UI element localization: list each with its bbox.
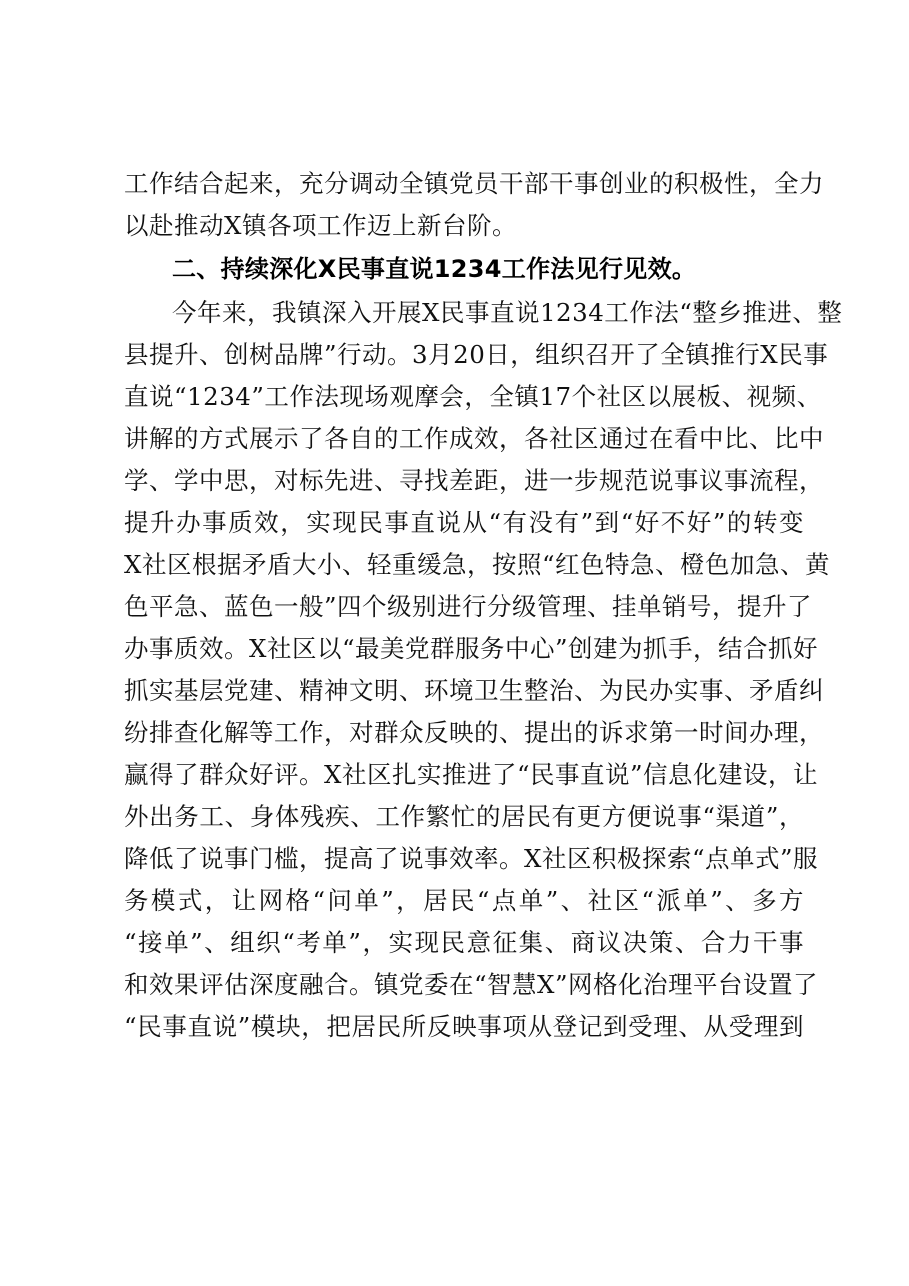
body-line: 和效果评估深度融合。镇党委在“智慧X”网格化治理平台设置了 — [124, 970, 818, 999]
body-line: 县提升、创树品牌”行动。3月20日，组织召开了全镇推行X民事 — [124, 340, 829, 369]
body-line: 务模式，让网格“问单”，居民“点单”、社区“派单”、多方 — [124, 886, 804, 915]
body-line: 今年来，我镇深入开展X民事直说1234工作法“整乡推进、整 — [172, 298, 843, 327]
body-line: 外出务工、身体残疾、工作繁忙的居民有更方便说事“渠道”， — [124, 802, 804, 831]
body-line: 抓实基层党建、精神文明、环境卫生整治、为民办实事、矛盾纠 — [124, 676, 824, 705]
body-line: “民事直说”模块，把居民所反映事项从登记到受理、从受理到 — [124, 1012, 804, 1041]
section-heading: 二、持续深化X民事直说1234工作法见行见效。 — [172, 255, 697, 283]
body-line: 色平急、蓝色一般”四个级别进行分级管理、挂单销号，提升了 — [124, 592, 813, 621]
body-line: 直说“1234”工作法现场观摩会，全镇17个社区以展板、视频、 — [124, 382, 822, 411]
body-line: X社区根据矛盾大小、轻重缓急，按照“红色特急、橙色加急、黄 — [124, 550, 830, 579]
body-line: 赢得了群众好评。X社区扎实推进了“民事直说”信息化建设，让 — [124, 760, 818, 789]
body-line: 纷排查化解等工作，对群众反映的、提出的诉求第一时间办理， — [124, 718, 824, 747]
body-line: “接单”、组织“考单”，实现民意征集、商议决策、合力干事 — [124, 928, 804, 957]
body-line: 提升办事质效，实现民事直说从“有没有”到“好不好”的转变 — [124, 508, 804, 537]
body-line: 降低了说事门槛，提高了说事效率。X社区积极探索“点单式”服 — [124, 844, 818, 873]
intro-line: 以赴推动X镇各项工作迈上新台阶。 — [124, 211, 517, 240]
body-line: 办事质效。X社区以“最美党群服务中心”创建为抓手，结合抓好 — [124, 634, 818, 663]
body-line: 学、学中思，对标先进、寻找差距，进一步规范说事议事流程， — [124, 466, 824, 495]
body-line: 讲解的方式展示了各自的工作成效，各社区通过在看中比、比中 — [124, 424, 824, 453]
intro-line: 工作结合起来，充分调动全镇党员干部干事创业的积极性，全力 — [124, 169, 824, 198]
